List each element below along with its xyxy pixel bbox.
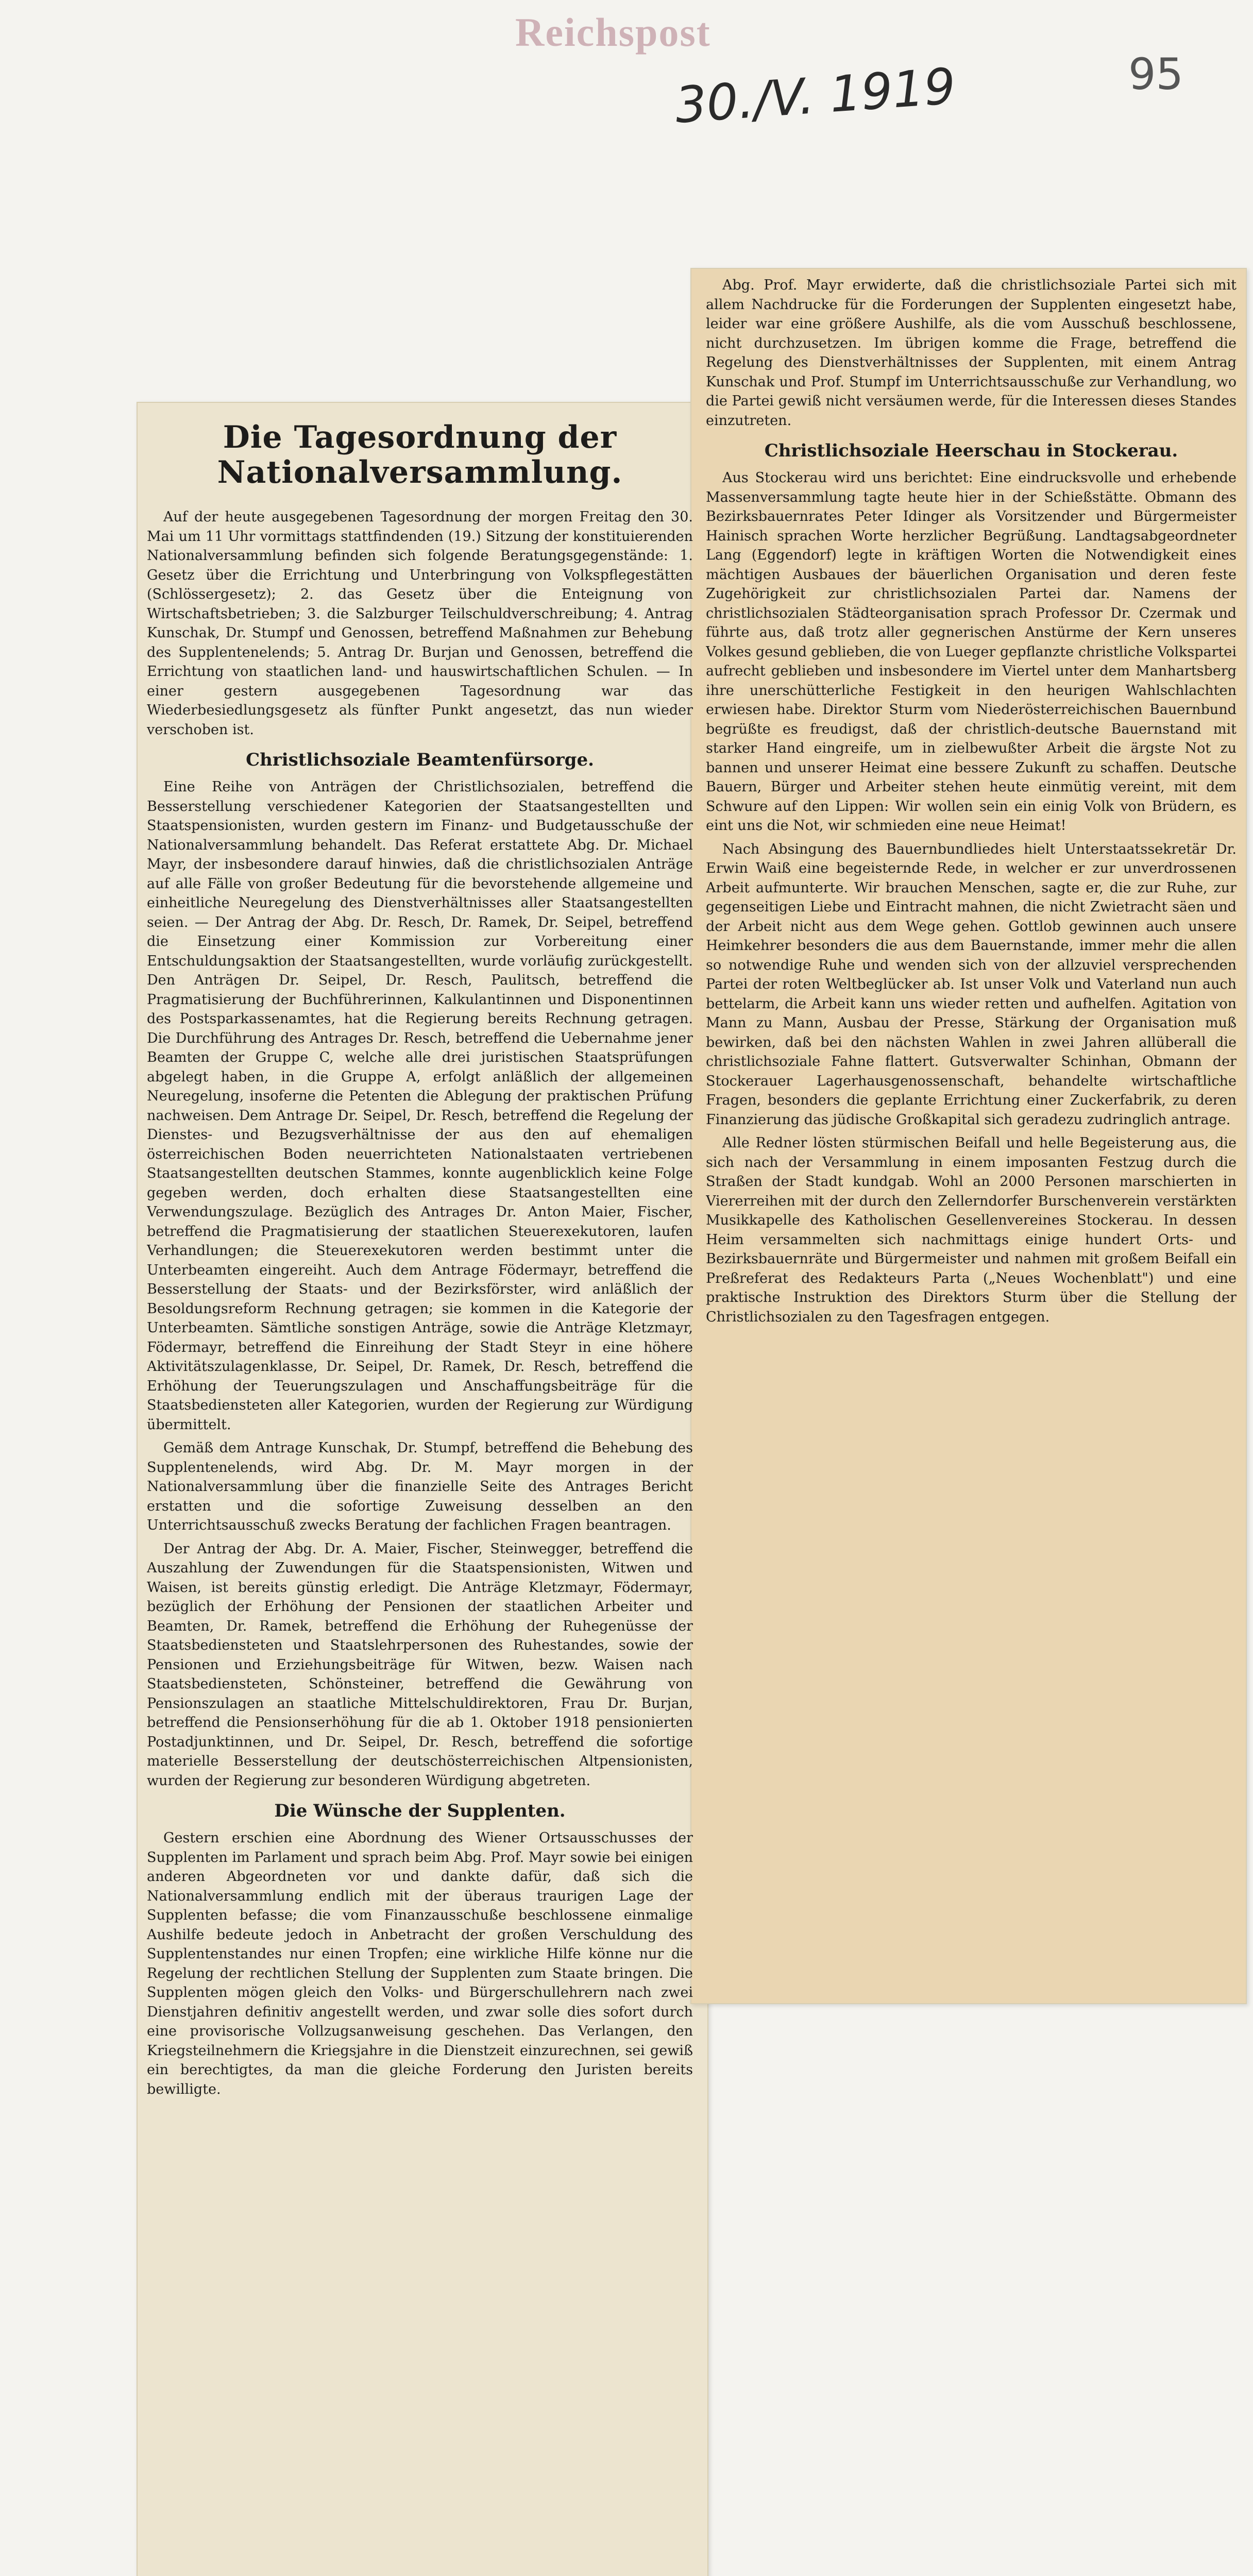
left-column bbox=[147, 420, 693, 2576]
handwritten-date: 30./V. 1919 bbox=[673, 57, 958, 134]
paragraph: Aus Stockerau wird uns berichtet: Eine eindrucksvolle und erhebende Massenversammlung tagte heute hier in der Schießstätte. Obmann des Bezirksbauernrates Peter Idinger als Vorsitzender und Bürgermeister Hainisch sprachen Worte herzlicher Begrüßung. Landtagsabgeordneter Lang (Eggendorf) legte in kräftigen Worten die Notwendigkeit eines mächtigen Ausbaues der bäuerlichen Organisation und deren feste Zugehörigkeit zur christlichsozialen Partei dar. Namens der christlichsozialen Städteorganisation sprach Professor Dr. Czermak und führte aus, daß trotz aller gegnerischen Anstürme der Kern unseres Volkes gesund geblieben, die von Lueger gepflanzte christliche Volkspartei aufrecht geblieben und insbesondere im Viertel unter dem Manhartsberg ihre unerschütterliche Festigkeit in den heurigen Wahlschlachten erwiesen habe. Direktor Sturm vom Niederösterreichischen Bauernbund begrüßte es freudigst, daß der christlich-deutsche Bauernstand mit starker Hand eingreife, um in zielbewußter Arbeit die ärgste Not zu bannen und unserer Heimat eine bessere Zukunft zu schaffen. Deutsche Bauern, Bürger und Arbeiter stehen heute einmütig vereint, mit dem Schwure auf den Lippen: Wir wollen sein ein einig Volk von Brüdern, es eint uns die Not, wir schmieden eine neue Heimat! bbox=[706, 470, 1237, 834]
paragraph: Eine Reihe von Anträgen der Christlichsozialen, betreffend die Besserstellung verschiedener Kategorien der Staatsangestellten und Staatspensionisten, wurden gestern im Finanz- und Budgetausschuße der Nationalversammlung behandelt. Das Referat erstattete Abg. Dr. Michael Mayr, der insbesondere darauf hinwies, daß die christlichsozialen Anträge auf alle Fälle von großer Bedeutung für die bevorstehende allgemeine und einheitliche Neuregelung des Dienstverhältnisses aller Staatsangestellten seien. — Der Antrag der Abg. Dr. Resch, Dr. Ramek, Dr. Seipel, betreffend die Einsetzung einer Kommission zur Vorbereitung einer Entschuldungsaktion der Staatsangestellten, wurde vorläufig zurückgestellt. Den Anträgen Dr. Seipel, Dr. Resch, Paulitsch, betreffend die Pragmatisierung der Buchführerinnen, Kalkulantinnen und Disponentinnen des Postsparkassenamtes, hat die Regierung bereits Rechnung getragen. Die Durchführung des Antrages Dr. Resch, betreffend die Uebernahme jener Beamten der Gruppe C, welche alle drei juristischen Staatsprüfungen abgelegt haben, in die Gruppe A, erfolgt anläßlich der allgemeinen Neuregelung, insoferne die Petenten die Ablegung der praktischen Prüfung nachweisen. Dem Antrage Dr. Seipel, Dr. Resch, betreffend die Regelung der Dienstes- und Bezugsverhältnisse der aus den auf ehemaligen österreichischen Boden neuerrichteten Nationalstaaten vertriebenen Staatsangestellten deutschen Stammes, konnte augenblicklich keine Folge gegeben werden, doch erhalten diese Staatsangestellten eine Verwendungszulage. Bezüglich des Antrages Dr. Anton Maier, Fischer, betreffend die Pragmatisierung der staatlichen Steuerexekutoren, laufen Verhandlungen; die Steuerexekutoren werden bestimmt unter die Unterbeamten eingereiht. Auch dem Antrage Födermayr, betreffend die Besserstellung der Staats- und der Bezirksförster, wird anläßlich der Besoldungsreform Rechnung getragen; sie kommen in die Kategorie der Unterbeamten. Sämtliche sonstigen Anträge, sowie die Anträge Kletzmayr, Födermayr, betreffend die Einreihung der Stadt Steyr in eine höhere Aktivitätszulagenklasse, Dr. Seipel, Dr. Ramek, Dr. Resch, betreffend die Erhöhung der Teuerungszulagen und Anschaffungsbeiträge für die Staatsbediensteten aller Kategorien, wurden der Regierung zur Würdigung übermittelt. bbox=[147, 779, 693, 1433]
archive-stamp: Reichspost bbox=[515, 10, 711, 55]
intro-paragraph: Auf der heute ausgegebenen Tagesordnung der morgen Freitag den 30. Mai um 11 Uhr vormittags stattfindenden (19.) Sitzung der konstituierenden Nationalversammlung befinden sich folgende Beratungsgegenstände: 1. Gesetz über die Errichtung und Unterbringung von Volkspflegestätten (Schlössergesetz); 2. das Gesetz über die Enteignung von Wirtschaftsbetrieben; 3. die Salzburger Teilschuldverschreibung; 4. Antrag Kunschak, Dr. Stumpf und Genossen, betreffend Maßnahmen zur Behebung des Supplentenelends; 5. Antrag Dr. Burjan und Genossen, betreffend die Errichtung von staatlichen land- und hauswirtschaftlichen Schulen. — In einer gestern ausgegebenen Tagesordnung war das Wiederbesiedlungsgesetz als fünfter Punkt angesetzt, das nun wieder verschoben ist. bbox=[147, 509, 693, 738]
paragraph: Alle Redner lösten stürmischen Beifall und helle Begeisterung aus, die sich nach der Versammlung in einem imposanten Festzug durch die Straßen der Stadt kundgab. Wohl an 2000 Personen marschierten in Viererreihen mit der durch den Zellerndorfer Burschenverein verstärkten Musikkapelle des Katholischen Gesellenvereines Stockerau. In dessen Heim versammelten sich nachmittags einige hundert Orts- und Bezirksbauernräte und Bürgermeister und nahmen mit großem Beifall ein Preßreferat des Redakteurs Parta („Neues Wochenblatt") und eine praktische Instruktion des Direktors Sturm über die Stellung der Christlichsozialen zu den Tagesfragen entgegen. bbox=[706, 1135, 1237, 1325]
section-title-supplenten: Die Wünsche der Supplenten. bbox=[274, 1801, 566, 1821]
section-title-beamtenfuersorge: Christlichsoziale Beamtenfürsorge. bbox=[246, 750, 594, 770]
headline: Die Tagesordnung der Nationalversammlung. bbox=[217, 420, 623, 490]
section-title-stockerau: Christlichsoziale Heerschau in Stockerau. bbox=[764, 440, 1178, 461]
paragraph: Der Antrag der Abg. Dr. A. Maier, Fischer, Steinwegger, betreffend die Auszahlung der Zuwendungen für die Staatspensionisten, Witwen und Waisen, ist bereits günstig erledigt. Die Anträge Kletzmayr, Födermayr, bezüglich der Erhöhung der Pensionen der staatlichen Arbeiter und Beamten, Dr. Ramek, betreffend die Erhöhung der Ruhegenüsse der Staatsbediensteten und Staatslehrpersonen des Ruhestandes, sowie der Pensionen und Erziehungsbeiträge für Witwen, bezw. Waisen nach Staatsbediensteten, Schönsteiner, betreffend die Gewährung von Pensionszulagen an staatliche Mittelschuldirektoren, Frau Dr. Burjan, betreffend die Pensionserhöhung für die ab 1. Oktober 1918 pensionierten Postadjunktinnen, und Dr. Seipel, Dr. Resch, betreffend die sofortige materielle Besserstellung der deutschösterreichischen Altpensionisten, wurden der Regierung zur besonderen Würdigung abgetreten. bbox=[147, 1540, 693, 1789]
paragraph: Gestern erschien eine Abordnung des Wiener Ortsausschusses der Supplenten im Parlament und sprach beim Abg. Prof. Mayr sowie bei einigen anderen Abgeordneten vor und dankte dafür, daß sich die Nationalversammlung endlich mit der überaus traurigen Lage der Supplenten befasse; die vom Finanzausschuße beschlossene einmalige Aushilfe bedeute jedoch in Anbetracht der großen Verschuldung des Supplentenstandes nur einen Tropfen; eine wirkliche Hilfe könne nur die Regelung der rechtlichen Stellung der Supplenten zum Staate bringen. Die Supplenten mögen gleich den Volks- und Bürgerschullehrern nach zwei Dienstjahren definitiv angestellt werden, und zwar solle dies sofort durch eine provisorische Vollzugsanweisung geschehen. Das Verlangen, den Kriegsteilnehmern die Kriegsjahre in die Dienstzeit einzurechnen, sei gewiß ein berechtigtes, da man die gleiche Forderung den Juristen bereits bewilligte. bbox=[147, 1830, 693, 2097]
paragraph: Nach Absingung des Bauernbundliedes hielt Unterstaatssekretär Dr. Erwin Waiß eine begeisternde Rede, in welcher er zur unverdrossenen Arbeit aufmunterte. Wir brauchen Menschen, sagte er, die zur Ruhe, zur gegenseitigen Liebe und Eintracht mahnen, die nicht Zwietracht säen und der Arbeit nicht aus dem Wege gehen. Gottlob gewinnen auch unsere Heimkehrer besonders die aus dem Bauernstande, immer mehr die allen so notwendige Ruhe und wenden sich von der allzuviel versprechenden Partei der roten Weltbeglücker ab. Ist unser Volk und Vaterland nun auch bettelarm, die Arbeit kann uns wieder retten und aufhelfen. Agitation von Mann zu Mann, Ausbau der Presse, Stärkung der Organisation muß bewirken, daß bei den nächsten Wahlen in zwei Jahren allüberall die christlichsoziale Fahne flattert. Gutsverwalter Schinhan, Obmann der Stockerauer Lagerhausgenossenschaft, behandelte wirtschaftliche Fragen, besonders die geplante Errichtung einer Zuckerfabrik, zu deren Finanzierung das jüdische Großkapital sich geradezu zudringlich antrage. bbox=[706, 841, 1237, 1128]
opening-paragraph: Abg. Prof. Mayr erwiderte, daß die christlichsoziale Partei sich mit allem Nachdrucke für die Forderungen der Supplenten eingesetzt habe, leider war eine größere Aushilfe, als die vom Ausschuß beschlossene, nicht durchzusetzen. Im übrigen komme die Frage, betreffend die Regelung des Dienstverhältnisses der Supplenten, mit einem Antrag Kunschak und Prof. Stumpf im Unterrichtsausschuße zur Verhandlung, wo die Partei gewiß nicht versäumen werde, für die Interessen dieses Standes einzutreten. bbox=[706, 277, 1237, 429]
page-number: 95 bbox=[1128, 49, 1183, 99]
paragraph: Gemäß dem Antrage Kunschak, Dr. Stumpf, betreffend die Behebung des Supplentenelends, wird Abg. Dr. M. Mayr morgen in der Nationalversammlung über die finanzielle Seite des Antrages Bericht erstatten und die sofortige Zuweisung desselben an den Unterrichtsausschuß zwecks Beratung der fachlichen Fragen beantragen. bbox=[147, 1440, 693, 1533]
right-column bbox=[706, 276, 1237, 1991]
